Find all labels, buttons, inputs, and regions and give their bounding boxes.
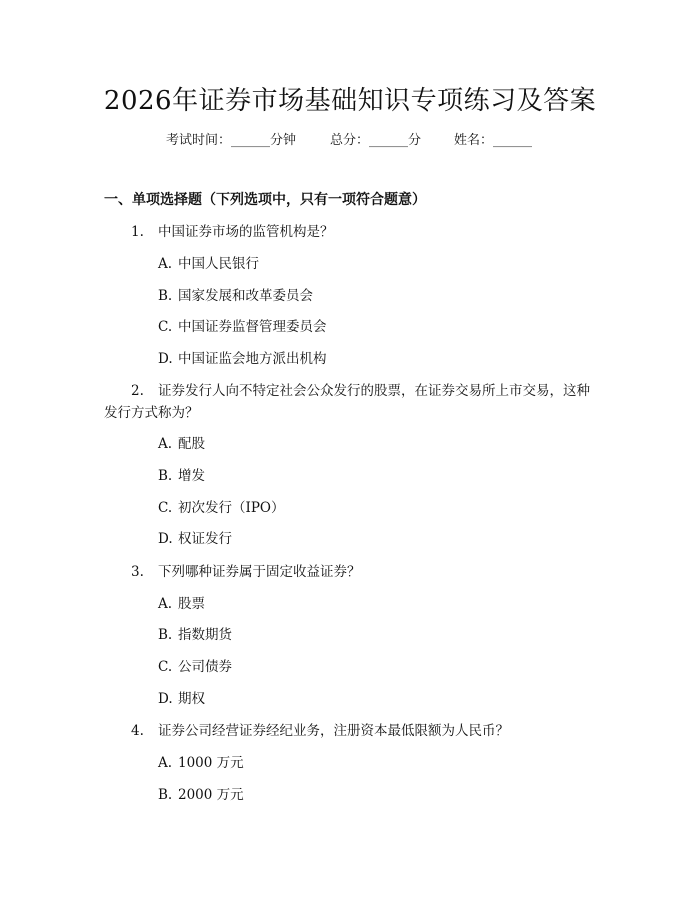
option-2c xyxy=(158,498,284,518)
option-text: 国家发展和改革委员会 xyxy=(178,288,313,304)
document-title: 2026年证券市场基础知识专项练习及答案 xyxy=(103,86,597,116)
option-3c xyxy=(158,657,232,677)
option-label: B. xyxy=(158,468,173,484)
question-text: 中国证券市场的监管机构是？ xyxy=(158,224,334,240)
student-name-label: 姓名：______ xyxy=(454,133,533,148)
option-text: 2000 万元 xyxy=(178,787,244,803)
option-label: A. xyxy=(158,436,173,452)
option-3b xyxy=(158,625,232,645)
question-text: 证券公司经营证券经纪业务，注册资本最低限额为人民币？ xyxy=(158,723,509,739)
question-text: 证券发行人向不特定社会公众发行的股票，在证券交易所上市交易，这种 xyxy=(158,383,590,399)
option-2b xyxy=(158,466,205,486)
option-1c xyxy=(158,317,327,337)
option-3a xyxy=(158,594,205,614)
option-1a xyxy=(158,254,259,274)
option-label: C. xyxy=(158,500,173,516)
option-text: 期权 xyxy=(178,691,205,707)
question-number: 1. xyxy=(131,224,144,240)
option-text: 股票 xyxy=(178,596,205,612)
option-4a xyxy=(158,753,244,773)
option-1d xyxy=(158,349,327,369)
option-label: A. xyxy=(158,755,173,771)
question-text: 下列哪种证券属于固定收益证券？ xyxy=(158,564,361,580)
option-text: 初次发行（IPO） xyxy=(178,500,285,516)
option-1b xyxy=(158,286,313,306)
option-3d xyxy=(158,689,205,709)
option-text: 1000 万元 xyxy=(178,755,244,771)
option-label: C. xyxy=(158,659,173,675)
question-2-continuation: 发行方式称为？ xyxy=(104,405,199,421)
option-label: D. xyxy=(158,531,173,547)
option-text: 公司债券 xyxy=(178,659,232,675)
exam-time-label: 考试时间：______分钟 xyxy=(166,133,297,148)
question-number: 2. xyxy=(131,383,144,399)
option-text: 中国人民银行 xyxy=(178,256,259,272)
option-text: 指数期货 xyxy=(178,627,232,643)
option-text: 中国证监会地方派出机构 xyxy=(178,351,327,367)
option-text: 配股 xyxy=(178,436,205,452)
question-number: 3. xyxy=(131,564,144,580)
option-label: A. xyxy=(158,256,173,272)
option-label: D. xyxy=(158,691,173,707)
section-title: 一、单项选择题（下列选项中，只有一项符合题意） xyxy=(104,192,426,208)
option-2a xyxy=(158,434,205,454)
option-label: C. xyxy=(158,319,173,335)
total-score-label: 总分：______分 xyxy=(330,133,422,148)
option-text: 增发 xyxy=(178,468,205,484)
option-label: B. xyxy=(158,288,173,304)
option-label: B. xyxy=(158,627,173,643)
option-label: B. xyxy=(158,787,173,803)
option-label: A. xyxy=(158,596,173,612)
option-text: 权证发行 xyxy=(178,531,232,547)
option-text: 中国证券监督管理委员会 xyxy=(178,319,327,335)
option-2d xyxy=(158,529,232,549)
option-label: D. xyxy=(158,351,173,367)
question-number: 4. xyxy=(131,723,144,739)
option-4b xyxy=(158,785,244,805)
